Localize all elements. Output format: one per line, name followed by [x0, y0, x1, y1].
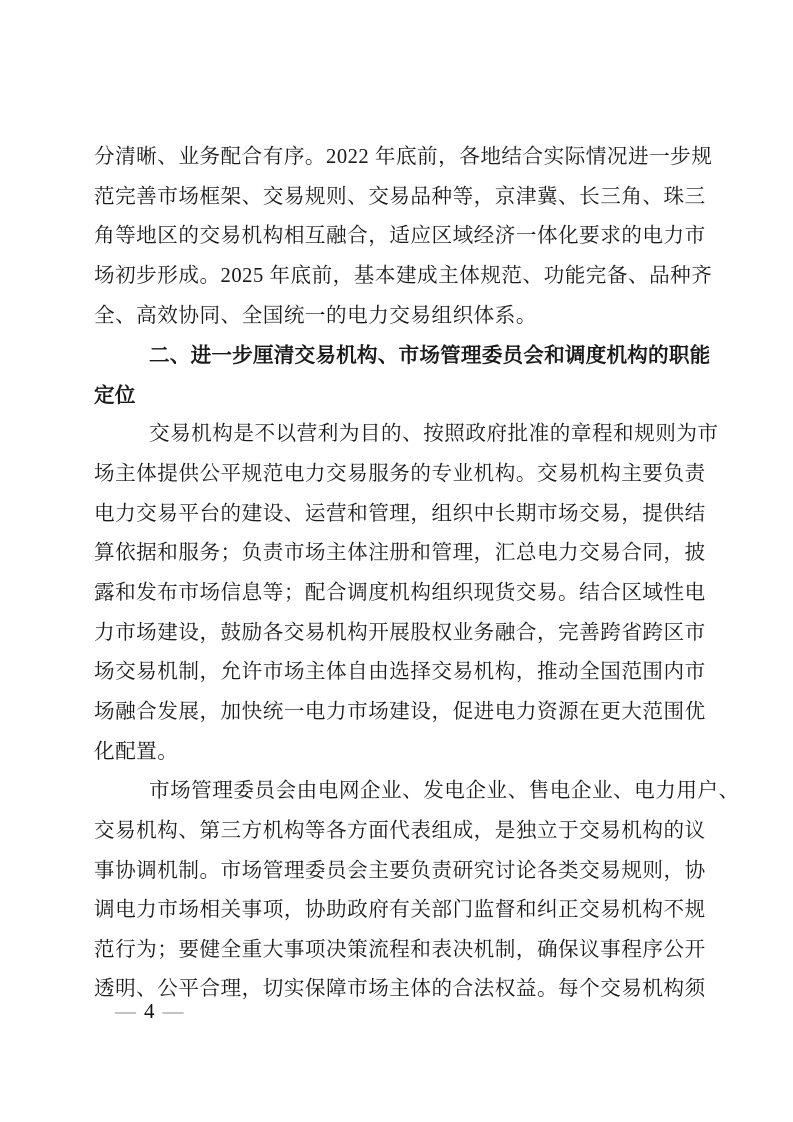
page-number-dash-right: —: [162, 999, 186, 1023]
body-text-line: 场主体提供公平规范电力交易服务的专业机构。交易机构主要负责: [94, 463, 706, 486]
body-text-line: 露和发布市场信息等；配合调度机构组织现货交易。结合区域性电: [94, 582, 706, 605]
body-text-line: 分清晰、业务配合有序。2022 年底前，各地结合实际情况进一步规: [94, 146, 713, 168]
body-text-line: 力市场建设，鼓励各交易机构开展股权业务融合，完善跨省跨区市: [94, 621, 706, 644]
body-text-line: 电力交易平台的建设、运营和管理，组织中长期市场交易，提供结: [94, 502, 706, 525]
body-text-line: 范行为；要健全重大事项决策流程和表决机制，确保议事程序公开: [94, 938, 706, 961]
body-text-line: 场初步形成。2025 年底前，基本建成主体规范、功能完备、品种齐: [94, 264, 713, 287]
body-text-line: 算依据和服务；负责市场主体注册和管理，汇总电力交易合同，披: [94, 542, 706, 565]
section-heading-line: 定位: [94, 383, 136, 407]
document-text-block: [94, 138, 740, 1010]
body-text-line: 角等地区的交易机构相互融合，适应区域经济一体化要求的电力市: [94, 225, 706, 248]
body-text-line: 交易机构、第三方机构等各方面代表组成，是独立于交易机构的议: [94, 819, 706, 842]
body-text-line: 范完善市场框架、交易规则、交易品种等，京津冀、长三角、珠三: [94, 185, 706, 208]
page-number-dash-left: —: [115, 999, 138, 1023]
page-number: [115, 996, 186, 1026]
body-text-line: 事协调机制。市场管理委员会主要负责研究讨论各类交易规则，协: [94, 859, 706, 882]
body-text-line: 透明、公平合理，切实保障市场主体的合法权益。每个交易机构须: [94, 978, 706, 1001]
body-text-line: 交易机构是不以营利为目的、按照政府批准的章程和规则为市: [149, 423, 719, 446]
body-text-line: 场交易机制，允许市场主体自由选择交易机构，推动全国范围内市: [94, 661, 706, 684]
body-text-line: 市场管理委员会由电网企业、发电企业、售电企业、电力用户、: [149, 780, 740, 803]
body-text-line: 调电力市场相关事项，协助政府有关部门监督和纠正交易机构不规: [94, 899, 706, 922]
section-heading-line: 二、进一步厘清交易机构、市场管理委员会和调度机构的职能: [149, 344, 711, 368]
body-text-line: 全、高效协同、全国统一的电力交易组织体系。: [94, 304, 537, 327]
body-text-line: 场融合发展，加快统一电力市场建设，促进电力资源在更大范围优: [94, 700, 706, 723]
body-text-line: 化配置。: [94, 740, 179, 763]
page-number-value: 4: [144, 999, 157, 1023]
